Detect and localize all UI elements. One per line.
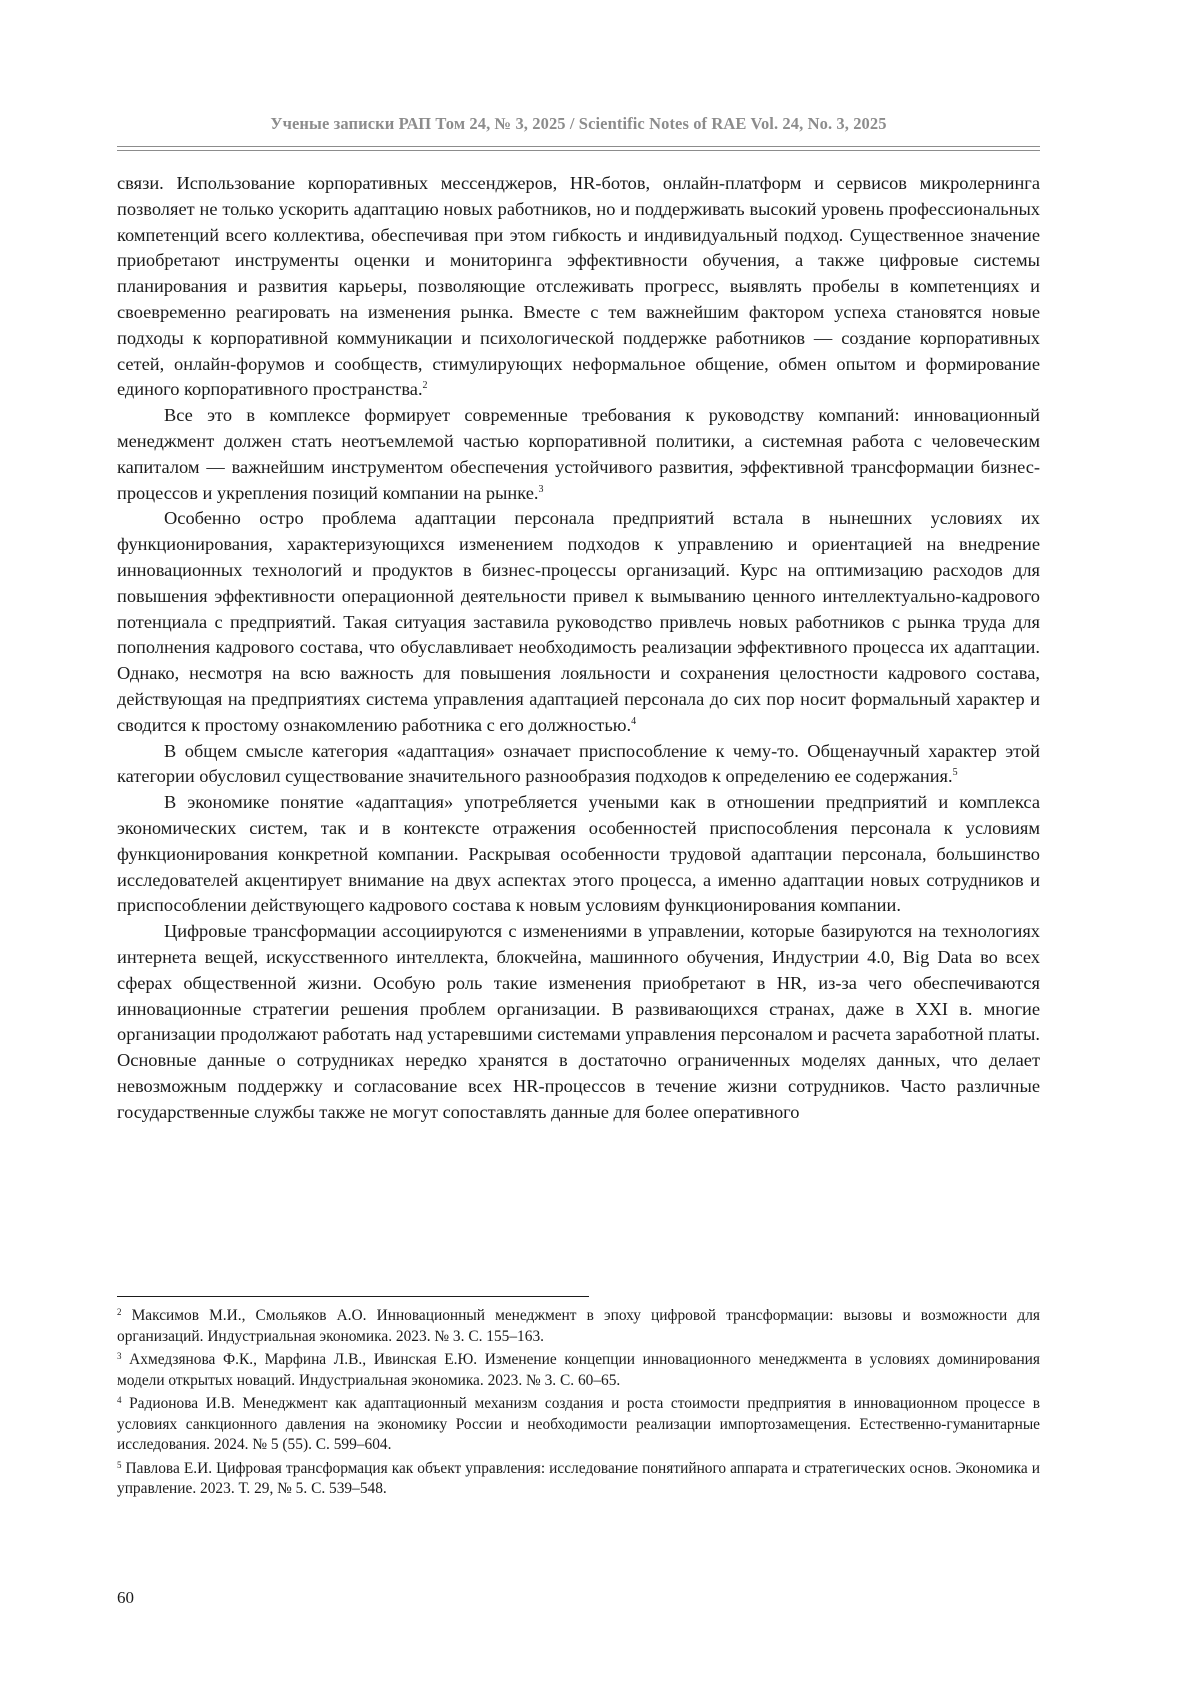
footnote-4	[117, 1394, 1040, 1456]
footnote-ref-3: 3	[538, 483, 544, 495]
footnote-number: 4	[117, 1395, 122, 1405]
paragraph-2	[117, 403, 1040, 506]
footnote-ref-5: 5	[952, 767, 958, 779]
footnote-text: Павлова Е.И. Цифровая трансформация как объект управления: исследование понятийного аппарата и стратегических основ. Экономика и управление. 2023. Т. 29, № 5. С. 539–548.	[117, 1459, 1040, 1497]
body-text	[117, 171, 1040, 1125]
paragraph-text: Все это в комплексе формирует современные требования к руководству компаний: инновационный менеджмент должен стать неотъемлемой частью корпоративной политики, а системная работа с человеческим капиталом — важнейшим инструментом обеспечения устойчивого развития, эффективной трансформации бизнес-процессов и укрепления позиций компании на рынке.	[117, 405, 1040, 503]
footnote-number: 2	[117, 1307, 122, 1317]
paragraph-text: Особенно остро проблема адаптации персонала предприятий встала в нынешних условиях их функционирования, характеризующихся изменением подходов к управлению и ориентацией на внедрение инновационных технологий и продуктов в бизнес-процессы организаций. Курс на оптимизацию расходов для повышения эффективности операционной деятельности привел к вымыванию ценного интеллектуально-кадрового потенциала с предприятий. Такая ситуация заставила руководство привлечь новых работников с рынка труда для пополнения кадрового состава, что обуславливает необходимость реализации эффективного процесса их адаптации. Однако, несмотря на всю важность для повышения лояльности и сохранения целостности кадрового состава, действующая на предприятиях система управления адаптацией персонала до сих пор носит формальный характер и сводится к простому ознакомлению работника с его должностью.	[117, 508, 1040, 735]
paragraph-5	[117, 790, 1040, 919]
paragraph-4	[117, 739, 1040, 791]
header-rule-bottom	[117, 150, 1040, 151]
footnote-text: Ахмедзянова Ф.К., Марфина Л.В., Ивинская Е.Ю. Изменение концепции инновационного менеджмента в условиях доминирования модели открытых новаций. Индустриальная экономика. 2023. № 3. С. 60–65.	[117, 1351, 1040, 1389]
paragraph-3	[117, 506, 1040, 738]
footnote-ref-4: 4	[631, 715, 637, 727]
footnote-separator	[117, 1296, 589, 1297]
footnote-3	[117, 1350, 1040, 1391]
footnote-text: Радионова И.В. Менеджмент как адаптационный механизм создания и роста стоимости предприятия в инновационном процессе в условиях санкционного давления на экономику России и необходимости реализации импортозамещения. Естественно-гуманитарные исследования. 2024. № 5 (55). С. 599–604.	[117, 1395, 1040, 1453]
footnote-2	[117, 1306, 1040, 1347]
paragraph-text: В общем смысле категория «адаптация» означает приспособление к чему-то. Общенаучный характер этой категории обусловил существование значительного разнообразия подходов к определению ее содержания.	[117, 740, 1040, 787]
page-number: 60	[117, 1588, 134, 1607]
footnote-number: 3	[117, 1351, 122, 1361]
paragraph-1	[117, 171, 1040, 403]
footnote-5	[117, 1459, 1040, 1500]
paragraph-text: Цифровые трансформации ассоциируются с изменениями в управлении, которые базируются на технологиях интернета вещей, искусственного интеллекта, блокчейна, машинного обучения, Индустрии 4.0, Big Data во всех сферах общественной жизни. Особую роль такие изменения приобретают в HR, из-за чего обеспечиваются инновационные стратегии решения проблем организации. В развивающихся странах, даже в XXI в. многие организации продолжают работать над устаревшими системами управления персоналом и расчета заработной платы. Основные данные о сотрудниках нередко хранятся в достаточно ограниченных моделях данных, что делает невозможным поддержку и согласование всех HR-процессов в течение жизни сотрудников. Часто различные государственные службы также не могут сопоставлять данные для более оперативного	[117, 921, 1040, 1122]
paragraph-text: В экономике понятие «адаптация» употребляется учеными как в отношении предприятий и комплекса экономических систем, так и в контексте отражения особенностей приспособления персонала к условиям функционирования конкретной компании. Раскрывая особенности трудовой адаптации персонала, большинство исследователей акцентирует внимание на двух аспектах этого процесса, а именно адаптации новых сотрудников и приспособлении действующего кадрового состава к новым условиям функционирования компании.	[117, 792, 1040, 916]
paragraph-text: связи. Использование корпоративных мессенджеров, HR-ботов, онлайн-платформ и сервисов микролернинга позволяет не только ускорить адаптацию новых работников, но и поддерживать высокий уровень профессиональных компетенций всего коллектива, обеспечивая при этом гибкость и индивидуальный подход. Существенное значение приобретают инструменты оценки и мониторинга эффективности обучения, а также цифровые системы планирования и развития карьеры, позволяющие отслеживать прогресс, выявлять пробелы в компетенциях и своевременно реагировать на изменения рынка. Вместе с тем важнейшим фактором успеха становятся новые подходы к корпоративной коммуникации и психологической поддержке работников — создание корпоративных сетей, онлайн-форумов и сообществ, стимулирующих неформальное общение, обмен опытом и формирование единого корпоративного пространства.	[117, 173, 1040, 400]
footnotes	[117, 1306, 1040, 1503]
footnote-ref-2: 2	[422, 380, 428, 392]
footnote-text: Максимов М.И., Смольяков А.О. Инновационный менеджмент в эпоху цифровой трансформации: вызовы и возможности для организаций. Индустриальная экономика. 2023. № 3. С. 155–163.	[117, 1307, 1040, 1345]
header-rule-top	[117, 146, 1040, 147]
paragraph-6	[117, 919, 1040, 1125]
running-head: Ученые записки РАП Том 24, № 3, 2025 / Scientific Notes of RAE Vol. 24, No. 3, 2025	[270, 114, 887, 133]
footnote-number: 5	[117, 1459, 122, 1470]
